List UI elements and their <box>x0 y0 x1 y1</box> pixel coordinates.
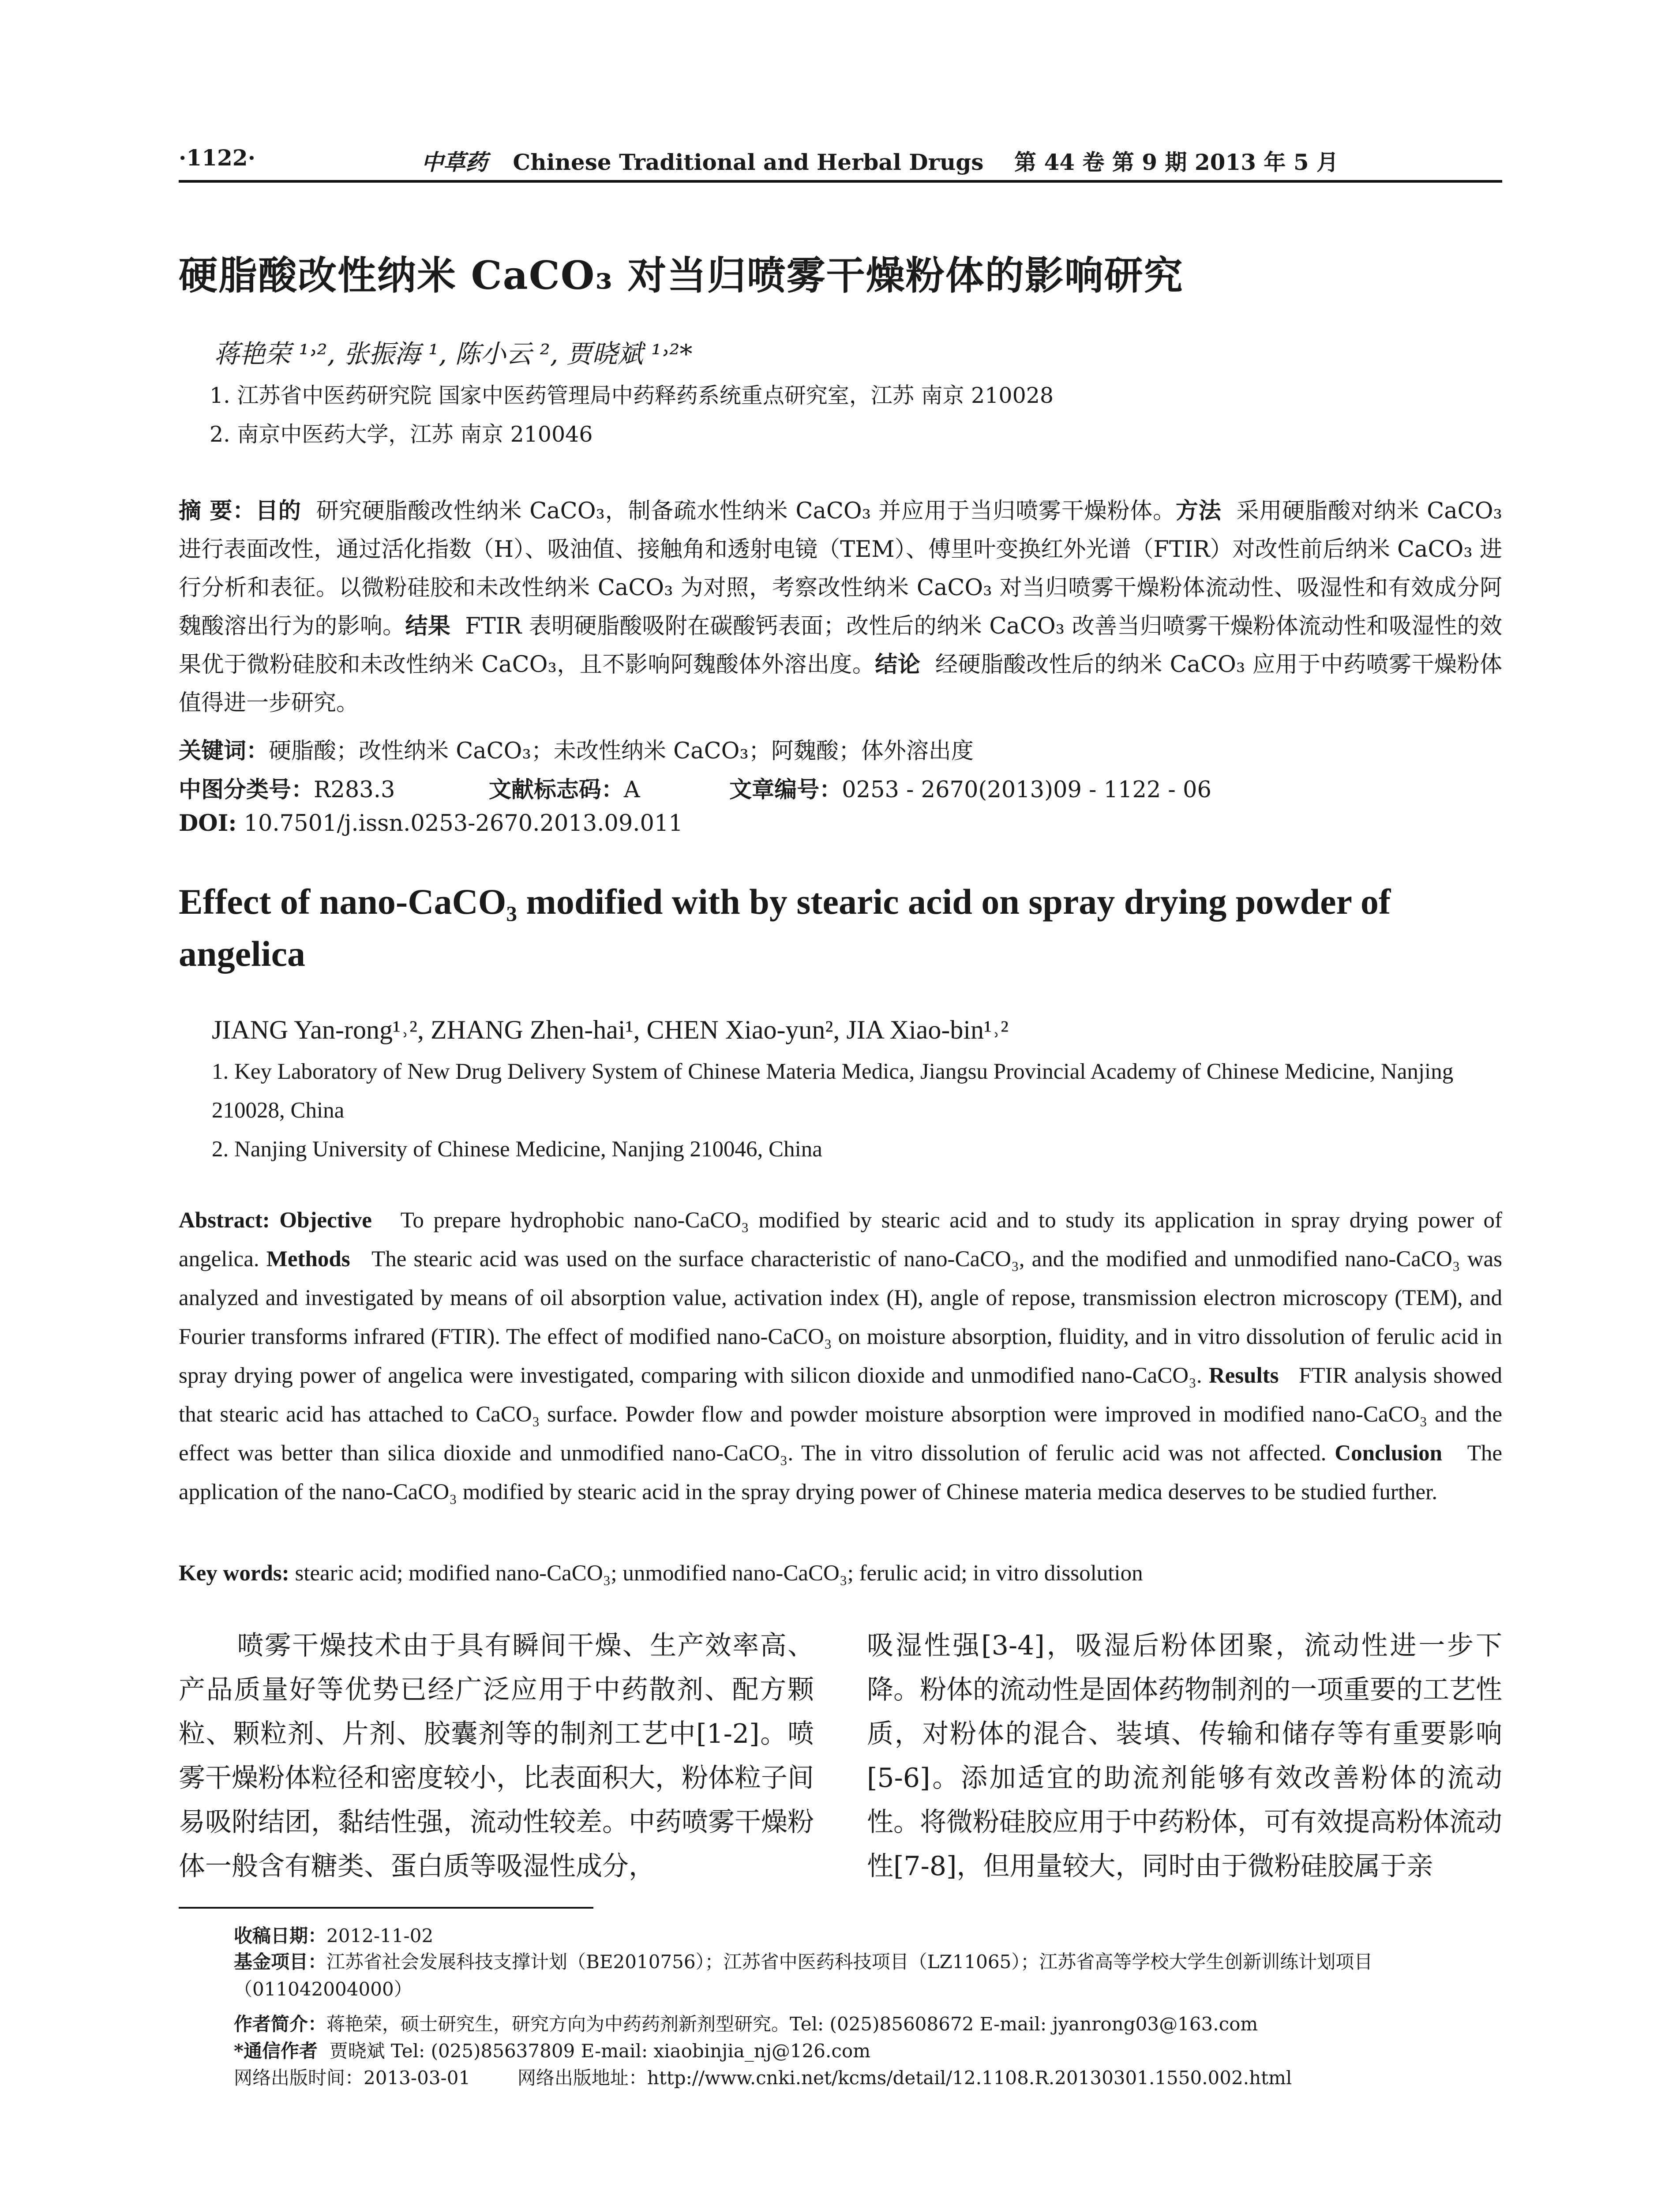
methods-label-cn: 方法 <box>1175 498 1222 524</box>
body-text-left: 喷雾干燥技术由于具有瞬间干燥、生产效率高、产品质量好等优势已经广泛应用于中药散剂、配方颗粒、颗粒剂、片剂、胶囊剂等的制剂工艺中[1-2]。喷雾干燥粉体粒径和密度较小，比表面积大，粉体粒子间易吸附结团，黏结性强，流动性较差。中药喷雾干燥粉体一般含有糖类、蛋白质等吸湿性成分， <box>179 1630 814 1882</box>
keywords-cn-label: 关键词： <box>179 738 269 764</box>
keywords-cn-text: 硬脂酸；改性纳米 CaCO₃；未改性纳米 CaCO₃；阿魏酸；体外溶出度 <box>269 738 974 764</box>
body-column-right <box>867 1624 1502 1888</box>
conclusion-text-cn: 经硬脂酸改性后的纳米 CaCO₃ 应用于中药喷雾干燥粉体值得进一步研究。 <box>179 652 1502 716</box>
article-number-label: 文章编号： <box>729 777 842 803</box>
doi-label: DOI: <box>179 810 237 837</box>
article-number-value: 0253 - 2670(2013)09 - 1122 - 06 <box>842 777 1211 803</box>
affiliation-cn-1: 1. 江苏省中医药研究院 国家中医药管理局中药释药系统重点研究室，江苏 南京 210028 <box>210 383 1054 408</box>
corresponding-label: *通信作者 <box>234 2040 318 2062</box>
affiliation-en-1: 1. Key Laboratory of New Drug Delivery System of Chinese Materia Medica, Jiangsu Provincial Academy of Chinese Medicine, Nanjing 210028, China <box>212 1059 1454 1123</box>
objective-text-cn: 研究硬脂酸改性纳米 CaCO₃，制备疏水性纳米 CaCO₃ 并应用于当归喷雾干燥粉体。 <box>316 498 1176 524</box>
doi-value: 10.7501/j.issn.0253-2670.2013.09.011 <box>244 810 683 837</box>
fund-text: 江苏省社会发展科技支撑计划（BE2010756）；江苏省中医药科技项目（LZ11065）；江苏省高等学校大学生创新训练计划项目（011042004000） <box>234 1951 1373 2000</box>
article-title-en: Effect of nano-CaCO₃ modified with by stearic acid on spray drying powder of angelica <box>179 882 1391 974</box>
doc-code-label: 文献标志码： <box>488 777 624 803</box>
online-url-label: 网络出版地址： <box>517 2067 647 2089</box>
body-column-left <box>179 1624 814 1888</box>
objective-text-en: To prepare hydrophobic nano-CaCO₃ modified by stearic acid and to study its application in spray drying power of angelica. <box>179 1208 1503 1272</box>
online-date-label: 网络出版时间： <box>234 2067 364 2089</box>
clc-value: R283.3 <box>314 777 395 803</box>
conclusion-label-cn: 结论 <box>875 651 921 678</box>
journal-name-cn: 中草药 <box>421 149 488 175</box>
abstract-en <box>179 1201 1502 1512</box>
fund-label: 基金项目： <box>234 1951 327 1973</box>
authors-cn: 蒋艳荣 ¹˒², 张振海 ¹, 陈小云 ², 贾晓斌 ¹˒²* <box>214 339 693 369</box>
conclusion-text-en: The application of the nano-CaCO₃ modified by stearic acid in the spray drying power of Chinese materia medica deserves to be studied further. <box>179 1441 1503 1504</box>
running-header <box>179 140 1502 183</box>
affiliation-cn-2: 2. 南京中医药大学，江苏 南京 210046 <box>210 422 593 447</box>
keywords-cn <box>179 732 974 765</box>
journal-name-en: Chinese Traditional and Herbal Drugs <box>513 149 984 175</box>
results-text-cn: FTIR 表明硬脂酸吸附在碳酸钙表面；改性后的纳米 CaCO₃ 改善当归喷雾干燥粉体流动性和吸湿性的效果优于微粉硅胶和未改性纳米 CaCO₃，且不影响阿魏酸体外溶出度。 <box>179 613 1502 678</box>
online-date: 2013-03-01 <box>364 2067 471 2089</box>
footnote-online <box>234 2063 1292 2090</box>
keywords-en-label: Key words: <box>179 1561 289 1586</box>
received-date: 2012-11-02 <box>326 1925 434 1947</box>
online-url[interactable]: http://www.cnki.net/kcms/detail/12.1108.R.20130301.1550.002.html <box>647 2067 1292 2089</box>
body-text-right: 吸湿性强[3-4]，吸湿后粉体团聚，流动性进一步下降。粉体的流动性是固体药物制剂的一项重要的工艺性质，对粉体的混合、装填、传输和储存等有重要影响[5-6]。添加适宜的助流剂能够有效改善粉体的流动性。将微粉硅胶应用于中药粉体，可有效提高粉体流动性[7-8]，但用量较大，同时由于微粉硅胶属于亲 <box>867 1630 1502 1882</box>
issue-info: 第 44 卷 第 9 期 2013 年 5 月 <box>1014 149 1339 175</box>
methods-text-en: The stearic acid was used on the surface characteristic of nano-CaCO₃, and the modified and unmodified nano-CaCO₃ was analyzed and investigated by means of oil absorption value, activation index (H), angle of repose, transmission electron microscopy (TEM), and Fourier transforms infrared (FTIR). The effect of modified nano-CaCO₃ on moisture absorption, fluidity, and in vitro dissolution of ferulic acid in spray drying power of angelica were investigated, comparing with silicon dioxide and unmodified nano-CaCO₃. <box>179 1247 1503 1388</box>
authors-en: JIANG Yan-rong¹˒², ZHANG Zhen-hai¹, CHEN Xiao-yun², JIA Xiao-bin¹˒² <box>212 1015 1009 1044</box>
results-text-en: FTIR analysis showed that stearic acid has attached to CaCO₃ surface. Powder flow and powder moisture absorption were improved in modified nano-CaCO₃ and the effect was better than silica dioxide and unmodified nano-CaCO₃. The in vitro dissolution of ferulic acid was not affected. <box>179 1363 1503 1466</box>
abstract-cn <box>179 492 1502 722</box>
author-bio-label: 作者简介： <box>234 2013 327 2035</box>
objective-label-en: Abstract: Objective <box>179 1208 372 1233</box>
results-label-en: Results <box>1208 1363 1279 1388</box>
footnote-corresponding <box>234 2037 870 2063</box>
corresponding-info: 贾晓斌 Tel: (025)85637809 E-mail: xiaobinjia_nj@126.com <box>329 2040 871 2062</box>
journal-info <box>421 145 1339 176</box>
methods-label-en: Methods <box>266 1247 350 1272</box>
received-label: 收稿日期： <box>234 1925 327 1947</box>
results-label-cn: 结果 <box>405 613 451 639</box>
footnote-author <box>234 2010 1258 2036</box>
classification-line <box>179 771 1211 804</box>
doc-code-value: A <box>623 777 640 803</box>
doi-line <box>179 810 683 837</box>
abstract-cn-label: 摘 要： <box>179 498 256 524</box>
page-number: ·1122· <box>179 145 255 171</box>
clc-label: 中图分类号： <box>179 777 314 803</box>
footnote-received <box>234 1921 433 1948</box>
author-bio: 蒋艳荣，硕士研究生，研究方向为中药药剂新剂型研究。Tel: (025)85608672 E-mail: jyanrong03@163.com <box>326 2013 1258 2035</box>
keywords-en <box>179 1561 1143 1586</box>
conclusion-label-en: Conclusion <box>1335 1441 1442 1466</box>
article-title-cn: 硬脂酸改性纳米 CaCO₃ 对当归喷雾干燥粉体的影响研究 <box>179 252 1184 298</box>
footnote-fund <box>234 1948 1504 2003</box>
objective-label-cn: 目的 <box>255 498 301 524</box>
keywords-en-text: stearic acid; modified nano-CaCO₃; unmodified nano-CaCO₃; ferulic acid; in vitro dissolution <box>295 1561 1143 1586</box>
methods-text-cn: 采用硬脂酸对纳米 CaCO₃ 进行表面改性，通过活化指数（H）、吸油值、接触角和透射电镜（TEM）、傅里叶变换红外光谱（FTIR）对改性前后纳米 CaCO₃ 进行分析和表征。以微粉硅胶和未改性纳米 CaCO₃ 为对照，考察改性纳米 CaCO₃ 对当归喷雾干燥粉体流动性、吸湿性和有效成分阿魏酸溶出行为的影响。 <box>179 498 1502 639</box>
footnote-divider <box>179 1907 593 1909</box>
affiliation-en-2: 2. Nanjing University of Chinese Medicine, Nanjing 210046, China <box>212 1137 822 1162</box>
